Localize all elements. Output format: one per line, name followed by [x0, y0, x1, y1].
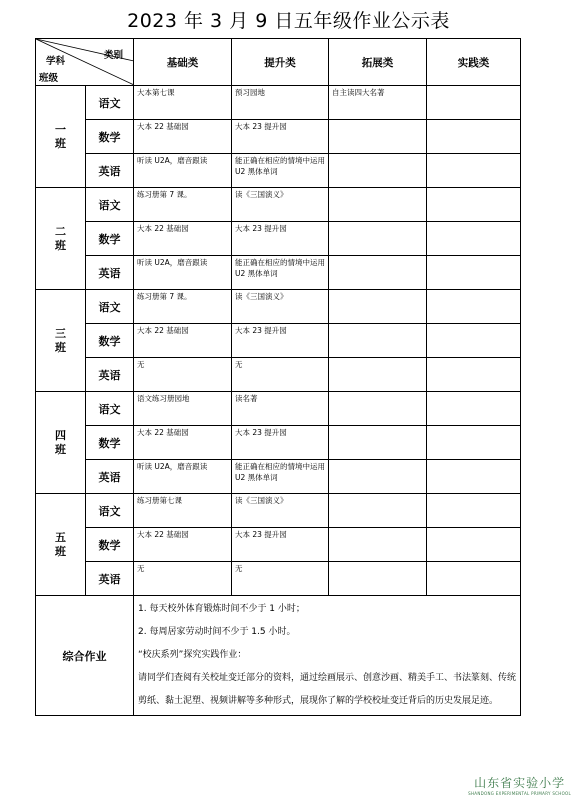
improve-homework-cell: 大本 23 提升园: [232, 324, 329, 358]
subject-cell: 数学: [86, 528, 134, 562]
extend-homework-cell: [329, 494, 427, 528]
extend-homework-cell: [329, 392, 427, 426]
improve-homework-cell: 大本 23 提升园: [232, 120, 329, 154]
page-title: 2023 年 3 月 9 日五年级作业公示表: [127, 10, 450, 32]
practice-homework-cell: [427, 460, 521, 494]
column-header-improve: 提升类: [232, 39, 329, 86]
extend-homework-cell: [329, 154, 427, 188]
basic-homework-cell: 练习册第 7 课。: [134, 290, 232, 324]
comprehensive-label: 综合作业: [36, 596, 134, 716]
subject-row: [36, 86, 521, 120]
subject-cell: 语文: [86, 86, 134, 120]
practice-homework-cell: [427, 222, 521, 256]
class-name-char: 一: [55, 122, 66, 136]
class-name-cell: [36, 494, 86, 596]
extend-homework-cell: [329, 188, 427, 222]
column-header-basic: 基础类: [134, 39, 232, 86]
improve-homework-cell: 预习园地: [232, 86, 329, 120]
subject-cell: 英语: [86, 256, 134, 290]
column-header-extend: 拓展类: [329, 39, 427, 86]
class-name-cell: [36, 86, 86, 188]
improve-homework-cell: 能正确在相应的情境中运用 U2 黑体单词: [232, 256, 329, 290]
subject-row: [36, 324, 521, 358]
basic-homework-cell: 大本 22 基础园: [134, 120, 232, 154]
subject-row: [36, 562, 521, 596]
improve-homework-cell: 读《三国演义》: [232, 188, 329, 222]
practice-homework-cell: [427, 188, 521, 222]
subject-row: [36, 290, 521, 324]
subject-row: [36, 188, 521, 222]
subject-cell: 语文: [86, 392, 134, 426]
practice-homework-cell: [427, 290, 521, 324]
extend-homework-cell: [329, 358, 427, 392]
basic-homework-cell: 大本 22 基础园: [134, 426, 232, 460]
improve-homework-cell: 大本 23 提升园: [232, 528, 329, 562]
extend-homework-cell: [329, 256, 427, 290]
extend-homework-cell: [329, 120, 427, 154]
comprehensive-content: [134, 596, 521, 716]
basic-homework-cell: 听读 U2A，磨音跟读: [134, 256, 232, 290]
comprehensive-line: 请同学们查阅有关校址变迁部分的资料，通过绘画展示、创意沙画、精美手工、书法篆刻、传统剪纸、黏土泥塑、视频讲解等多种形式，展现你了解的学校校址变迁背后的历史发展足迹。: [138, 673, 517, 706]
class-name-cell: [36, 290, 86, 392]
class-name-char: 四: [55, 428, 66, 442]
class-label: 班级: [39, 73, 59, 84]
extend-homework-cell: [329, 460, 427, 494]
practice-homework-cell: [427, 426, 521, 460]
practice-homework-cell: [427, 256, 521, 290]
subject-cell: 英语: [86, 358, 134, 392]
improve-homework-cell: 无: [232, 358, 329, 392]
improve-homework-cell: 大本 23 提升园: [232, 426, 329, 460]
basic-homework-cell: 语文练习册园地: [134, 392, 232, 426]
subject-row: [36, 222, 521, 256]
extend-homework-cell: [329, 222, 427, 256]
subject-cell: 英语: [86, 460, 134, 494]
practice-homework-cell: [427, 562, 521, 596]
practice-homework-cell: [427, 494, 521, 528]
subject-row: [36, 460, 521, 494]
extend-homework-cell: [329, 324, 427, 358]
class-name-char: 班: [55, 238, 66, 252]
subject-cell: 数学: [86, 426, 134, 460]
subject-cell: 语文: [86, 290, 134, 324]
extend-homework-cell: [329, 290, 427, 324]
comprehensive-line: “校庆系列”探究实践作业：: [138, 650, 247, 660]
improve-homework-cell: 能正确在相应的情境中运用 U2 黑体单词: [232, 460, 329, 494]
comprehensive-line: 2. 每周居家劳动时间不少于 1.5 小时。: [138, 627, 296, 637]
basic-homework-cell: 大本 22 基础园: [134, 222, 232, 256]
extend-homework-cell: [329, 528, 427, 562]
basic-homework-cell: 练习册第 7 课。: [134, 188, 232, 222]
improve-homework-cell: 读名著: [232, 392, 329, 426]
subject-cell: 数学: [86, 120, 134, 154]
subject-cell: 数学: [86, 324, 134, 358]
practice-homework-cell: [427, 324, 521, 358]
class-name-char: 五: [55, 530, 66, 544]
subject-row: [36, 256, 521, 290]
school-logo-subtitle: SHANDONG EXPERIMENTAL PRIMARY SCHOOL: [468, 791, 571, 796]
improve-homework-cell: 无: [232, 562, 329, 596]
subject-label: 学科: [46, 56, 66, 67]
class-name-char: 三: [55, 326, 66, 340]
school-logo: [468, 774, 571, 796]
basic-homework-cell: 听读 U2A，磨音跟读: [134, 154, 232, 188]
improve-homework-cell: 大本 23 提升园: [232, 222, 329, 256]
subject-row: [36, 120, 521, 154]
column-header-practice: 实践类: [427, 39, 521, 86]
basic-homework-cell: 无: [134, 358, 232, 392]
class-name-char: 班: [55, 340, 66, 354]
subject-row: [36, 358, 521, 392]
basic-homework-cell: 大本 22 基础园: [134, 324, 232, 358]
header-row: [36, 39, 521, 86]
subject-cell: 语文: [86, 494, 134, 528]
extend-homework-cell: [329, 562, 427, 596]
homework-table: [35, 38, 521, 716]
subject-row: [36, 494, 521, 528]
extend-homework-cell: 自主读四大名著: [329, 86, 427, 120]
subject-cell: 英语: [86, 154, 134, 188]
subject-row: [36, 154, 521, 188]
subject-row: [36, 528, 521, 562]
practice-homework-cell: [427, 86, 521, 120]
class-name-char: 班: [55, 544, 66, 558]
subject-row: [36, 426, 521, 460]
comprehensive-line: 1. 每天校外体育锻炼时间不少于 1 小时；: [138, 604, 305, 614]
subject-cell: 英语: [86, 562, 134, 596]
practice-homework-cell: [427, 120, 521, 154]
comprehensive-row: [36, 596, 521, 716]
school-logo-name: 山东省实验小学: [474, 776, 566, 790]
class-name-cell: [36, 188, 86, 290]
practice-homework-cell: [427, 392, 521, 426]
basic-homework-cell: 大本 22 基础园: [134, 528, 232, 562]
class-name-cell: [36, 392, 86, 494]
class-name-char: 班: [55, 442, 66, 456]
extend-homework-cell: [329, 426, 427, 460]
improve-homework-cell: 能正确在相应的情境中运用 U2 黑体单词: [232, 154, 329, 188]
practice-homework-cell: [427, 528, 521, 562]
header-corner-cell: [36, 39, 134, 86]
improve-homework-cell: 读《三国演义》: [232, 494, 329, 528]
basic-homework-cell: 大本第七课: [134, 86, 232, 120]
basic-homework-cell: 无: [134, 562, 232, 596]
practice-homework-cell: [427, 358, 521, 392]
improve-homework-cell: 读《三国演义》: [232, 290, 329, 324]
practice-homework-cell: [427, 154, 521, 188]
subject-row: [36, 392, 521, 426]
subject-cell: 语文: [86, 188, 134, 222]
class-name-char: 二: [55, 224, 66, 238]
basic-homework-cell: 练习册第七课: [134, 494, 232, 528]
category-label: 类别: [104, 50, 124, 61]
subject-cell: 数学: [86, 222, 134, 256]
basic-homework-cell: 听读 U2A，磨音跟读: [134, 460, 232, 494]
class-name-char: 班: [55, 136, 66, 150]
